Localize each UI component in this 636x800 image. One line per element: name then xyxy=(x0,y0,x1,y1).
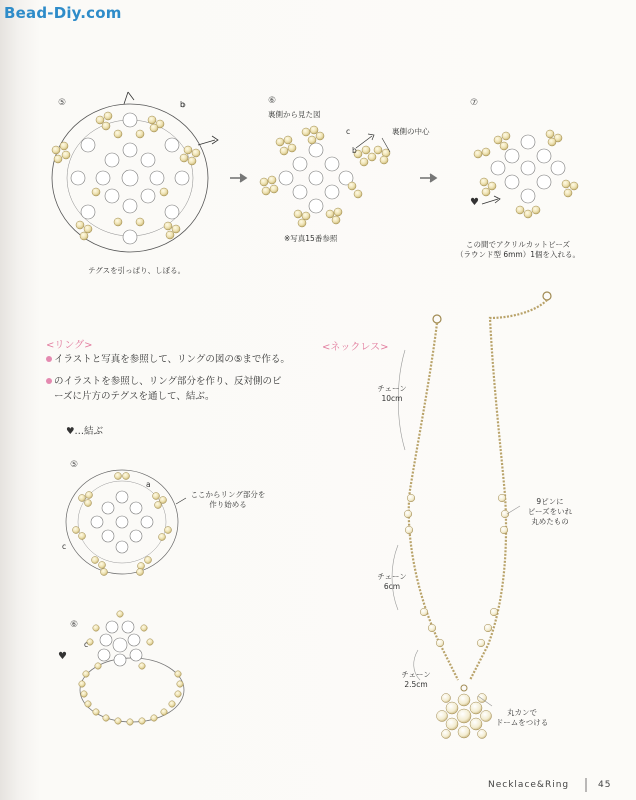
chain-low-label xyxy=(392,670,440,690)
caption xyxy=(448,240,588,260)
figure-step7-top xyxy=(474,130,578,218)
note-line: 作り始める xyxy=(209,500,247,509)
label-line: チェーン xyxy=(377,384,407,393)
necklace-heading: <ネックレス> xyxy=(322,342,389,353)
step-number: ⑥ xyxy=(268,96,277,106)
instruction-text: イラストと写真を参照して、リングの図の⑤まで作る。 xyxy=(54,354,290,365)
bullet-icon xyxy=(46,378,52,384)
label-c: c xyxy=(84,640,89,649)
legend: ♥…結ぶ xyxy=(66,426,104,437)
pin-label xyxy=(508,497,592,527)
note-line: ここからリング部分を xyxy=(190,490,266,499)
caption: テグスを引っぱり、しぼる。 xyxy=(88,266,186,275)
bullet-icon xyxy=(46,356,52,362)
label-line: ドームをつける xyxy=(495,718,549,727)
page-number: 45 xyxy=(598,780,612,790)
photo-note: ※写真15番参照 xyxy=(284,234,338,243)
instruction-text: のイラストを参照し、リング部分を作り、反対側のビ xyxy=(54,376,282,387)
label-a: a xyxy=(146,480,151,489)
ring-note xyxy=(180,490,276,510)
label-c: c xyxy=(62,542,67,551)
heart-icon: ♥ xyxy=(470,197,479,208)
label-line: 2.5cm xyxy=(404,680,428,689)
step-number: ⑤ xyxy=(70,460,79,470)
ring-heading: <リング> xyxy=(46,340,93,351)
ring-instructions xyxy=(46,352,346,404)
arrow-step5-to-6 xyxy=(230,174,246,182)
ring-attach-label xyxy=(486,708,558,728)
heart-icon: ♥ xyxy=(58,651,67,662)
step-number: ⑥ xyxy=(70,620,79,630)
label-line: ビーズをいれ xyxy=(527,507,573,516)
figure-title: 裏側から見た図 xyxy=(268,110,321,119)
label-line: 丸めたもの xyxy=(531,517,569,526)
instruction-text: ーズに片方のテグスを通して、結ぶ。 xyxy=(54,391,215,402)
label-center: 裏側の中心 xyxy=(392,127,430,136)
caption-line: （ラウンド型 6mm）1個を入れる。 xyxy=(455,250,581,259)
label-line: チェーン xyxy=(377,572,407,581)
label-line: 丸カンで xyxy=(507,708,537,717)
instruction-line xyxy=(46,374,346,389)
figure-ring-step6 xyxy=(79,611,184,725)
figure-step6-top xyxy=(260,126,390,227)
label-line: チェーン xyxy=(401,670,431,679)
step-number: ⑤ xyxy=(58,98,67,108)
label-line: 10cm xyxy=(381,394,403,403)
arrow-step6-to-7 xyxy=(420,174,436,182)
figure-step5-top xyxy=(52,92,218,252)
label-line: 6cm xyxy=(383,582,401,591)
instruction-line xyxy=(46,352,346,367)
chain-top-label xyxy=(368,384,416,404)
label-b: b xyxy=(352,146,357,155)
label-c: c xyxy=(346,127,351,136)
site-logo: Bead-Diy.com xyxy=(4,4,122,22)
label-line: 9ピンに xyxy=(536,497,564,506)
step-number: ⑦ xyxy=(470,98,479,108)
instruction-line xyxy=(46,389,346,404)
caption-line: この間でアクリルカットビーズ xyxy=(465,240,571,249)
footer-title: Necklace&Ring xyxy=(488,780,570,790)
figure-ring-step5 xyxy=(66,470,186,576)
chain-mid-label xyxy=(368,572,416,592)
label-b: b xyxy=(180,100,185,109)
